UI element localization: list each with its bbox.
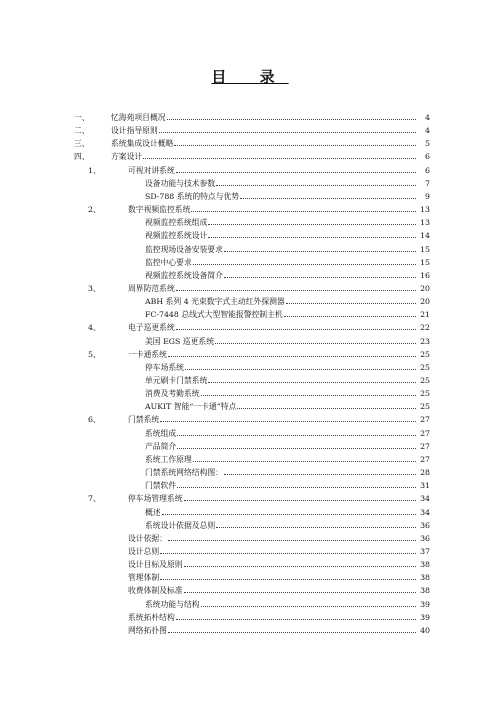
toc-entry-page: 20 xyxy=(420,283,430,293)
toc-entry-title: 电子巡更系统 xyxy=(128,323,175,333)
toc-entry-title: 收费体制及标准 xyxy=(128,586,183,596)
toc-entry-number: 7、 xyxy=(88,494,101,504)
toc-entry-number: 1、 xyxy=(88,165,101,175)
toc-entry-page: 38 xyxy=(420,573,430,583)
toc-dot-leader xyxy=(193,461,416,462)
toc-entry-page: 25 xyxy=(420,402,430,412)
toc-entry[interactable] xyxy=(0,177,430,190)
toc-entry[interactable] xyxy=(0,164,430,177)
toc-entry-page: 9 xyxy=(425,191,430,201)
toc-dot-leader xyxy=(176,619,416,620)
toc-entry[interactable] xyxy=(0,256,430,269)
toc-entry-title: 可视对讲系统 xyxy=(128,165,175,175)
toc-entry-number: 二、 xyxy=(74,126,90,136)
toc-entry-title: 系统功能与结构 xyxy=(145,599,200,609)
toc-entry-title: 设计目标及原则 xyxy=(128,560,183,570)
toc-entry[interactable] xyxy=(0,545,430,558)
toc-entry-page: 34 xyxy=(420,507,430,517)
toc-entry-title: 产品简介 xyxy=(145,441,177,451)
toc-dot-leader xyxy=(177,435,416,436)
toc-entry[interactable] xyxy=(0,387,430,400)
toc-entry-title: 门禁系统 xyxy=(128,415,160,425)
toc-entry-title: 一卡通系统 xyxy=(128,349,167,359)
toc-dot-leader xyxy=(284,316,416,317)
toc-dot-leader xyxy=(159,132,416,133)
toc-entry-title: 管理体制 xyxy=(128,573,160,583)
toc-entry-title: 设计总则 xyxy=(128,546,160,556)
toc-entry-title: 设计依据： xyxy=(128,533,167,543)
toc-dot-leader xyxy=(208,224,416,225)
toc-entry-title: 单元刷卡门禁系统 xyxy=(145,376,208,385)
toc-entry-title: 美国 EGS 巡更系统 xyxy=(145,336,214,346)
toc-dot-leader xyxy=(224,474,416,475)
toc-entry-page: 27 xyxy=(420,454,430,464)
toc-dot-leader xyxy=(201,606,416,607)
toc-entry[interactable] xyxy=(0,269,430,282)
toc-entry-page: 4 xyxy=(425,126,430,136)
toc-dot-leader xyxy=(216,185,416,186)
toc-entry[interactable] xyxy=(0,427,430,440)
toc-dot-leader xyxy=(168,356,416,357)
toc-entry-page: 21 xyxy=(420,310,430,320)
toc-entry[interactable] xyxy=(0,492,430,505)
toc-entry-title: 停车场管理系统 xyxy=(128,494,183,504)
toc-entry-page: 16 xyxy=(420,270,430,280)
toc-entry-number: 四、 xyxy=(74,152,90,162)
toc-entry-title: 系统工作原理 xyxy=(145,454,192,464)
toc-entry[interactable] xyxy=(0,295,430,308)
toc-entry-page: 6 xyxy=(425,152,430,162)
toc-entry[interactable] xyxy=(0,453,430,466)
toc-dot-leader xyxy=(168,632,416,633)
toc-entry[interactable] xyxy=(0,282,430,295)
toc-dot-leader xyxy=(174,145,416,146)
toc-dot-leader xyxy=(177,487,416,488)
toc-entry-page: 36 xyxy=(420,520,430,530)
toc-entry[interactable] xyxy=(0,624,430,637)
toc-entry[interactable] xyxy=(0,243,430,256)
toc-dot-leader xyxy=(176,172,416,173)
toc-entry-page: 13 xyxy=(420,205,430,215)
toc-entry-page: 27 xyxy=(420,428,430,438)
toc-entry-title: FC-7448 总线式大型智能报警控制主机 xyxy=(145,310,283,320)
toc-entry[interactable] xyxy=(0,216,430,229)
toc-dot-leader xyxy=(216,527,416,528)
toc-dot-leader xyxy=(176,329,416,330)
toc-entry-title: 方案设计 xyxy=(111,152,143,162)
toc-entry-number: 2、 xyxy=(88,205,101,215)
toc-entry-title: 数字视频监控系统 xyxy=(128,205,191,215)
toc-entry-page: 34 xyxy=(420,494,430,504)
toc-entry[interactable] xyxy=(0,190,430,203)
toc-dot-leader xyxy=(162,514,416,515)
toc-entry-page: 15 xyxy=(420,257,430,267)
toc-entry-page: 5 xyxy=(425,139,430,149)
toc-entry-title: 设计指导原则 xyxy=(111,126,158,136)
toc-entry-page: 4 xyxy=(425,113,430,122)
toc-entry-number: 3、 xyxy=(88,283,101,293)
toc-dot-leader xyxy=(224,251,416,252)
toc-entry[interactable] xyxy=(0,413,430,426)
toc-dot-leader xyxy=(160,421,416,422)
toc-entry[interactable] xyxy=(0,321,430,334)
toc-dot-leader xyxy=(201,395,416,396)
toc-entry-number: 4、 xyxy=(88,323,101,333)
toc-entry-page: 22 xyxy=(420,323,430,333)
toc-entry[interactable] xyxy=(0,440,430,453)
toc-entry-page: 13 xyxy=(420,218,430,228)
toc-entry-title: 设备功能与技术参数 xyxy=(145,178,216,188)
toc-entry[interactable] xyxy=(0,506,430,519)
toc-entry[interactable] xyxy=(0,137,430,150)
toc-entry[interactable] xyxy=(0,335,430,348)
toc-entry-title: 门禁系统网络结构图： xyxy=(145,468,223,478)
toc-entry[interactable] xyxy=(0,571,430,584)
toc-entry[interactable] xyxy=(0,598,430,611)
toc-entry-page: 36 xyxy=(420,533,430,543)
toc-entry-title: 视频监控系统组成 xyxy=(145,218,208,228)
toc-entry-page: 23 xyxy=(420,336,430,346)
toc-dot-leader xyxy=(176,290,416,291)
toc-entry-title: 停车场系统 xyxy=(145,362,184,372)
toc-entry-page: 6 xyxy=(425,165,430,175)
toc-entry-page: 15 xyxy=(420,244,430,254)
toc-entry-title: 监控现场设备安装要求 xyxy=(145,244,223,254)
toc-dot-leader xyxy=(215,343,416,344)
toc-entry-title: 消费及考勤系统 xyxy=(145,389,200,399)
toc-entry[interactable] xyxy=(0,611,430,624)
toc-dot-leader xyxy=(224,277,416,278)
toc-entry[interactable] xyxy=(0,348,430,361)
toc-dot-leader xyxy=(208,237,416,238)
toc-dot-leader xyxy=(191,211,416,212)
toc-entry-page: 25 xyxy=(420,389,430,399)
toc-entry[interactable] xyxy=(0,361,430,374)
toc-dot-leader xyxy=(237,408,416,409)
toc-dot-leader xyxy=(184,500,416,501)
toc-entry-title: SD-788 系统的特点与优势 xyxy=(145,191,240,201)
toc-entry-title: 视频监控系统设计 xyxy=(145,231,208,241)
toc-entry[interactable] xyxy=(0,519,430,532)
toc-entry[interactable] xyxy=(0,111,430,124)
toc-dot-leader xyxy=(143,158,416,159)
toc-dot-leader xyxy=(160,553,416,554)
toc-entry-page: 25 xyxy=(420,362,430,372)
toc-entry-title: 视频监控系统设备简介 xyxy=(145,270,223,280)
toc-entry-title: 监控中心要求 xyxy=(145,257,192,267)
toc-entry[interactable] xyxy=(0,374,430,387)
toc-entry-page: 31 xyxy=(420,481,430,491)
toc-entry-title: 系统拓朴结构 xyxy=(128,612,175,622)
toc-entry-title: 系统设计依据及总则 xyxy=(145,520,216,530)
toc-entry[interactable] xyxy=(0,229,430,242)
toc-dot-leader xyxy=(184,566,416,567)
toc-entry-page: 39 xyxy=(420,612,430,622)
toc-entry-page: 7 xyxy=(425,178,430,188)
toc-dot-leader xyxy=(240,198,416,199)
toc-entry-title: 周界防范系统 xyxy=(128,283,175,293)
toc-entry-title: 系统组成 xyxy=(145,428,177,438)
toc-entry[interactable] xyxy=(0,466,430,479)
toc-entry-title: ABH 系列 4 光束数字式主动红外探测器 xyxy=(145,297,285,307)
toc-entry-title: 门禁软件 xyxy=(145,481,177,491)
toc-entry-page: 25 xyxy=(420,349,430,359)
toc-entry[interactable] xyxy=(0,532,430,545)
toc-entry-page: 39 xyxy=(420,599,430,609)
toc-entry[interactable] xyxy=(0,558,430,571)
toc-entry-page: 27 xyxy=(420,441,430,451)
toc-entry-number: 5、 xyxy=(88,349,101,359)
toc-entry[interactable] xyxy=(0,150,430,163)
toc-entry-title: AUKIT 智能“一卡通”特点 xyxy=(145,402,237,412)
toc-dot-leader xyxy=(177,448,416,449)
toc-entry-page: 38 xyxy=(420,560,430,570)
toc-dot-leader xyxy=(184,592,416,593)
toc-entry[interactable] xyxy=(0,584,430,597)
toc-entry-number: 一、 xyxy=(74,113,90,122)
toc-entry[interactable] xyxy=(0,400,430,413)
toc-entry-page: 20 xyxy=(420,297,430,307)
toc-entry-page: 28 xyxy=(420,468,430,478)
toc-entry[interactable] xyxy=(0,124,430,137)
toc-entry[interactable] xyxy=(0,203,430,216)
toc-entry-number: 6、 xyxy=(88,415,101,425)
toc-entry-title: 系统集成设计概略 xyxy=(111,139,174,149)
toc-dot-leader xyxy=(185,369,416,370)
toc-dot-leader xyxy=(160,579,416,580)
toc-entry-page: 38 xyxy=(420,586,430,596)
page-title: 目 录 xyxy=(211,68,289,86)
toc-dot-leader xyxy=(168,540,416,541)
toc-entry-page: 37 xyxy=(420,546,430,556)
toc-entry-number: 三、 xyxy=(74,139,90,149)
toc-entry-title: 忆海苑项目概况 xyxy=(111,113,166,122)
toc-entry-page: 14 xyxy=(420,231,430,241)
toc-entry-page: 40 xyxy=(420,625,430,635)
toc-dot-leader xyxy=(167,119,416,120)
toc-entry-page: 27 xyxy=(420,415,430,425)
toc-entry[interactable] xyxy=(0,308,430,321)
toc-entry-title: 网络拓扑图 xyxy=(128,625,167,635)
toc-dot-leader xyxy=(208,382,416,383)
toc-dot-leader xyxy=(286,303,416,304)
toc-entry-page: 25 xyxy=(420,376,430,385)
toc-dot-leader xyxy=(193,264,416,265)
toc-entry[interactable] xyxy=(0,479,430,492)
toc-entry-title: 概述 xyxy=(145,507,161,517)
